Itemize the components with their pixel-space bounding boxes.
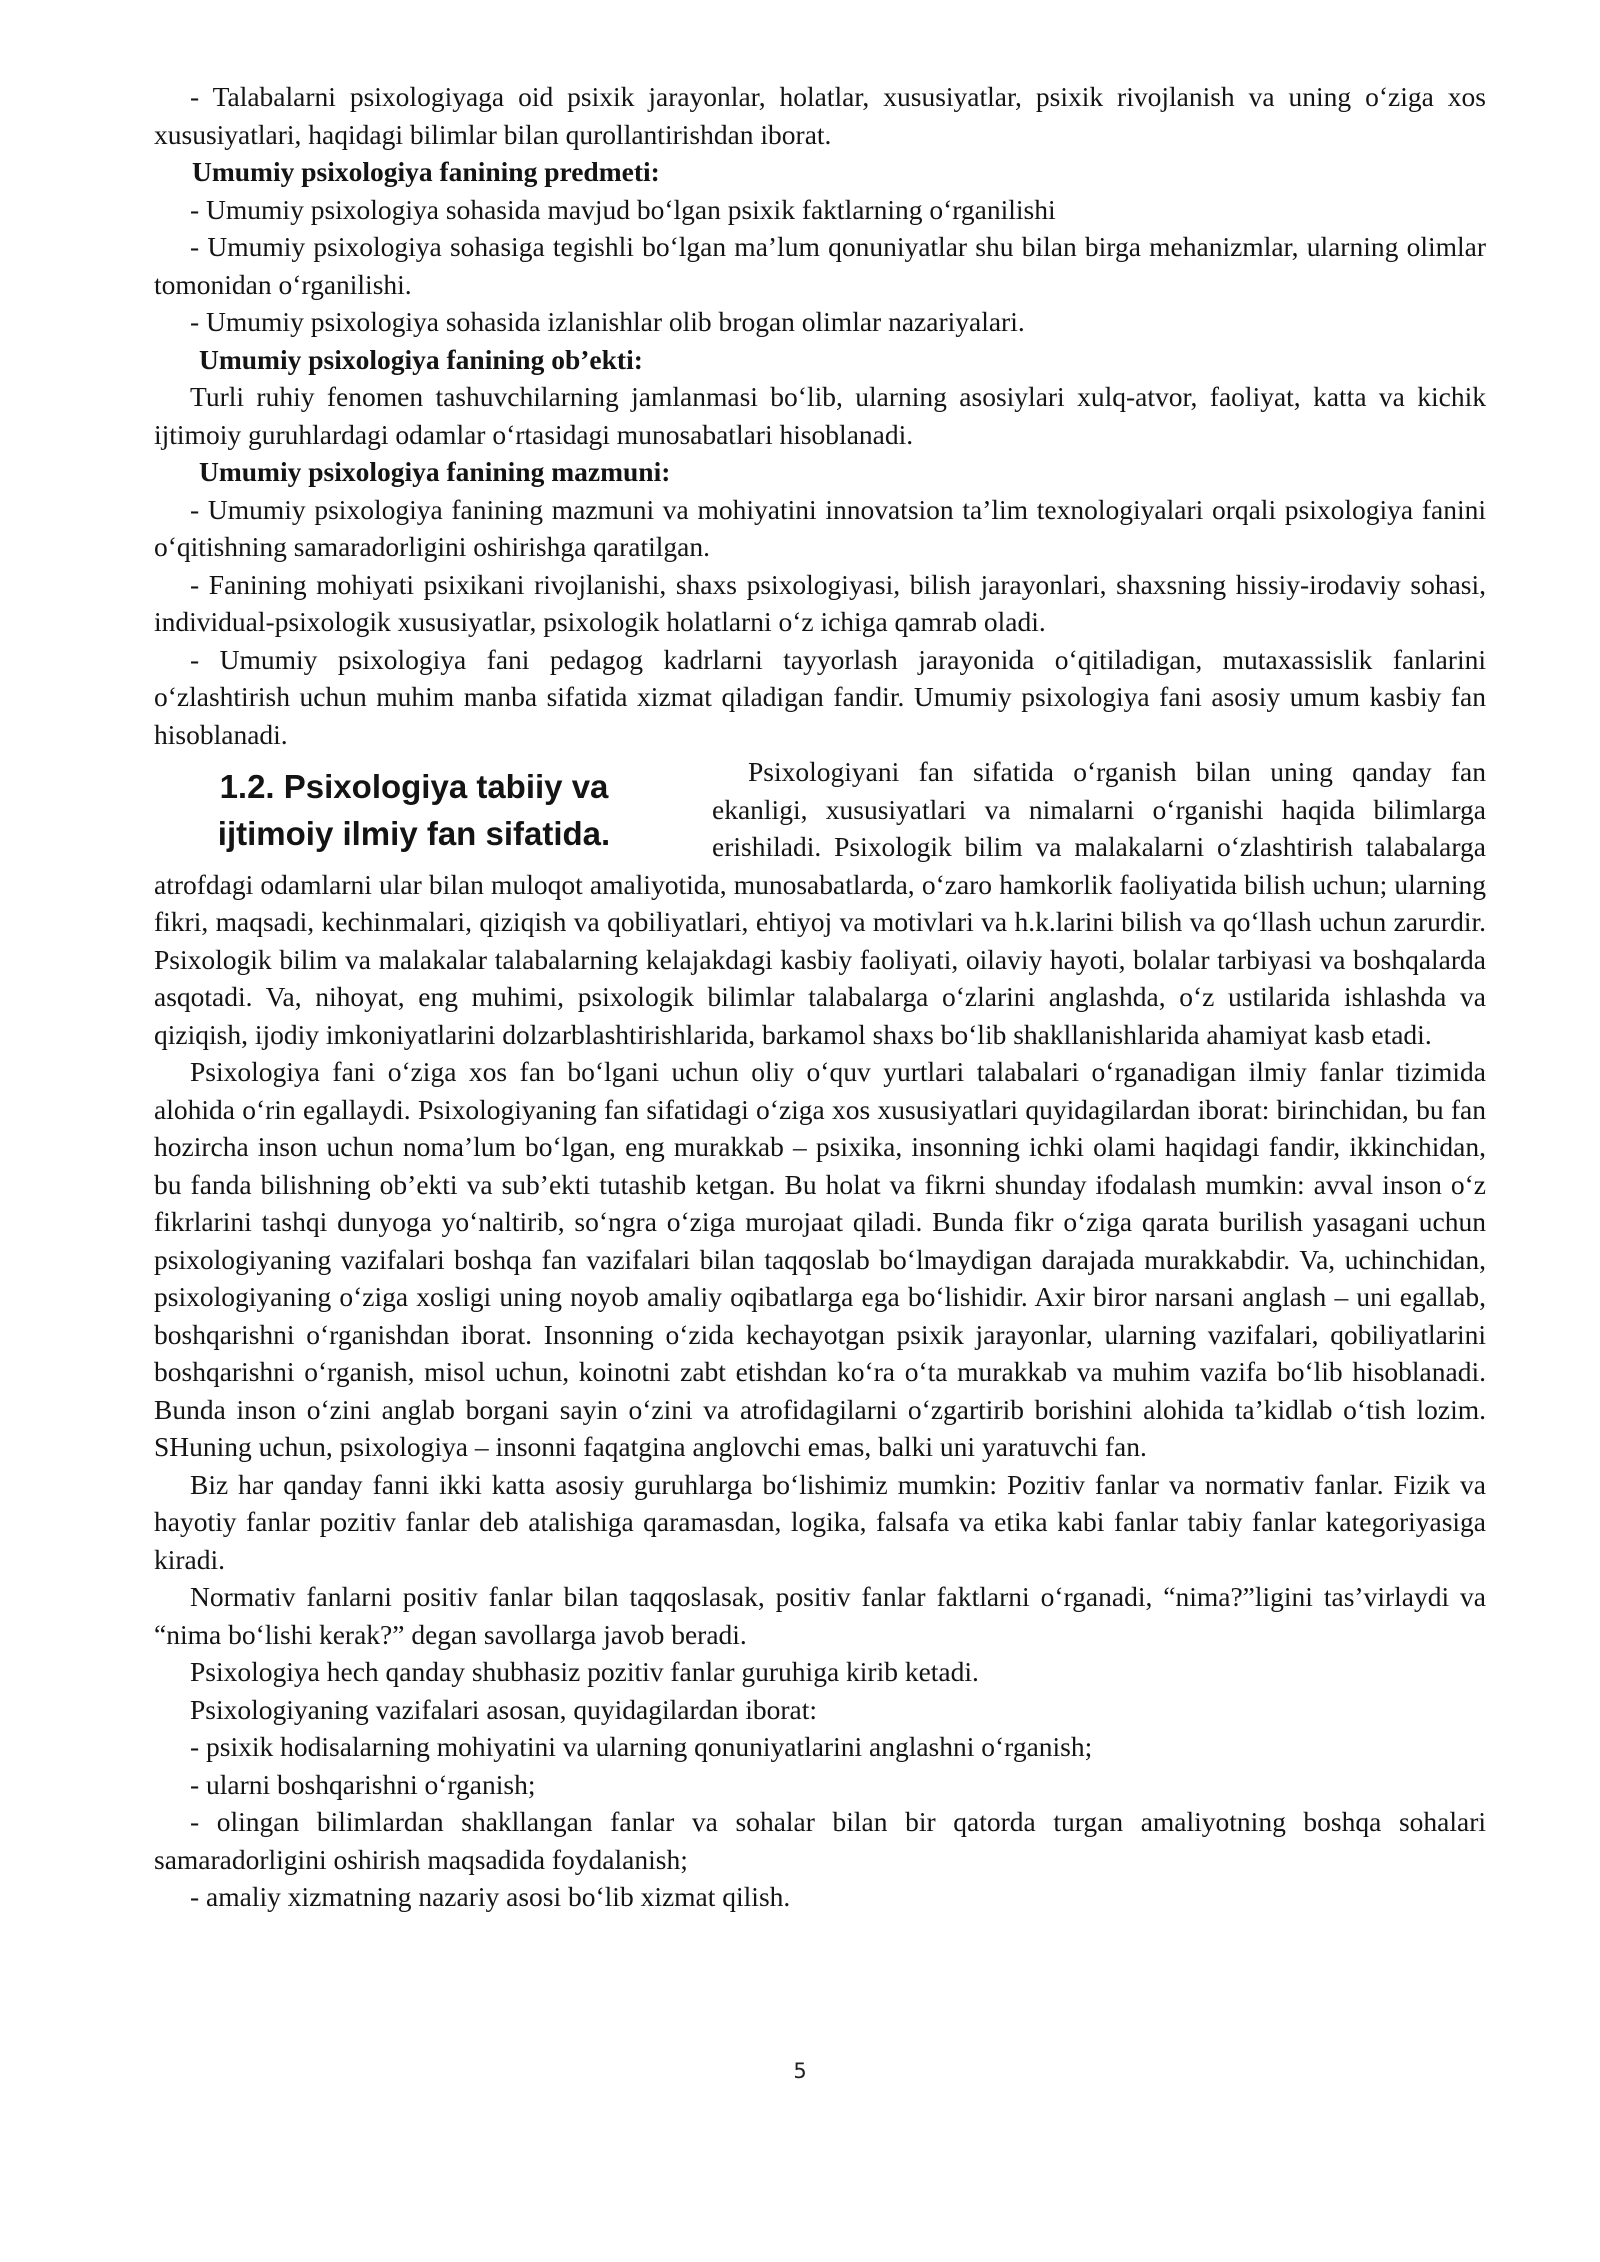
section-paragraph: Biz har qanday fanni ikki katta asosiy guruhlarga bo‘lishimiz mumkin: Pozitiv fanlar va normativ fanlar. Fizik va hayotiy fanlar pozitiv fanlar deb atalishiga qaramasdan, logika, falsafa va etika kabi fanlar tabiy fanlar kategoriyasiga kiradi. [154, 1468, 1486, 1575]
section-title-line: ijtimoiy ilmiy fan sifatida. [217, 815, 611, 852]
mazmuni-heading: Umumiy psixologiya fanining mazmuni: [199, 456, 671, 487]
mazmuni-item: - Umumiy psixologiya fani pedagog kadrlarni tayyorlash jarayonida o‘qitiladigan, mutaxassislik fanlarini o‘zlashtirish uchun muhim manba sifatida xizmat qiladigan fandir. Umumiy psixologiya fani asosiy umum kasbiy fan hisoblanadi. [154, 643, 1486, 750]
task-item: - psixik hodisalarning mohiyatini va ularning qonuniyatlarini anglashni o‘rganish; [190, 1731, 1093, 1762]
section-paragraph: Psixologiya fani o‘ziga xos fan bo‘lgani uchun oliy o‘quv yurtlari talabalari o‘rganadigan ilmiy fanlar tizimida alohida o‘rin egallaydi. Psixologiyaning fan sifatidagi o‘ziga xos xususiyatlari quyidagilardan iborat: birinchidan, bu fan hozircha inson uchun noma’lum bo‘lgan, eng murakkab – psixika, insonning ichki olami haqidagi fandir, ikkinchidan, bu fanda bilishning ob’ekti va sub’ekti tutashib ketgan. Bu holat va fikrni shunday ifodalash mumkin: avval inson o‘z fikrlarini tashqi dunyoga yo‘naltirib, so‘ngra o‘ziga murojaat qiladi. Bunda fikr o‘ziga qarata burilish yasagani uchun psixologiyaning vazifalari boshqa fan vazifalari bilan taqqoslab bo‘lmaydigan darajada murakkabdir. Va, uchinchidan, psixologiyaning o‘ziga xosligi uning noyob amaliy oqibatlarga ega bo‘lishidir. Axir biror narsani anglash – uni egallab, boshqarishni o‘rganishdan iborat. Insonning o‘zida kechayotgan psixik jarayonlar, ularning vazifalari, qobiliyatlarini boshqarishni o‘rganish, misol uchun, koinotni zabt etishdan ko‘ra o‘ta murakkab va muhim vazifa bo‘lib hisoblanadi. Bunda inson o‘zini anglab borgani sayin o‘zini va atrofidagilarni o‘zgartirib borishini alohida ta’kidlab o‘tish lozim. SHuning uchun, psixologiya – insonni faqatgina anglovchi emas, balki uni yaratuvchi fan. [154, 1056, 1486, 1462]
task-item: - olingan bilimlardan shakllangan fanlar va sohalar bilan bir qatorda turgan amaliyotning boshqa sohalari samaradorligini oshirish maqsadida foydalanish; [154, 1806, 1486, 1875]
page-number: 5 [793, 2059, 807, 2083]
section-paragraph: Psixologiyaning vazifalari asosan, quyidagilardan iborat: [190, 1693, 817, 1725]
predmeti-heading: Umumiy psixologiya fanining predmeti: [192, 156, 660, 187]
section-paragraph: Psixologiyani fan sifatida o‘rganish bilan uning qanday fan ekanligi, xususiyatlari va nimalarni o‘rganishi haqida bilimlarga erishiladi. Psixologik bilim va malakalarni o‘zlashtirish talabalarga atrofdagi odamlarni ular bilan muloqot amaliyotida, munosabatlarda, o‘zaro hamkorlik faoliyatida bilish uchun; ularning fikri, maqsadi, kechinmalari, qiziqish va qobiliyatlari, ehtiyoj va motivlari va h.k.larini bilish va qo‘llash uchun zarurdir. Psixologik bilim va malakalar talabalarning kelajakdagi kasbiy faoliyati, oilaviy hayoti, bolalar tarbiyasi va boshqalarda asqotadi. Va, nihoyat, eng muhimi, psixologik bilimlar talabalarga o‘zlarini anglashda, o‘z ustilarida ishlashda va qiziqish, ijodiy imkoniyatlarini dolzarblashtirishlarida, barkamol shaxs bo‘lib shakllanishlarida ahamiyat kasb etadi. [154, 756, 1486, 1050]
section-title-line: 1.2. Psixologiya tabiiy va [219, 768, 609, 805]
obekti-heading: Umumiy psixologiya fanining ob’ekti: [199, 343, 643, 375]
predmeti-item: - Umumiy psixologiya sohasida mavjud bo‘lgan psixik faktlarning o‘rganilishi [190, 193, 1056, 225]
section-paragraph: Normativ fanlarni positiv fanlar bilan taqqoslasak, positiv fanlar faktlarni o‘rganadi, “nima?”ligini tas’virlaydi va “nima bo‘lishi kerak?” degan savollarga javob beradi. [154, 1581, 1486, 1650]
task-item: - amaliy xizmatning nazariy asosi bo‘lib xizmat qilish. [190, 1881, 791, 1912]
section-paragraph: Psixologiya hech qanday shubhasiz pozitiv fanlar guruhiga kirib ketadi. [190, 1656, 979, 1687]
mazmuni-item: - Fanining mohiyati psixikani rivojlanishi, shaxs psixologiyasi, bilish jarayonlari, shaxsning hissiy-irodaviy sohasi, individual-psixologik xususiyatlar, psixologik holatlarni o‘z ichiga qamrab oladi. [154, 568, 1486, 637]
intro-paragraph: - Talabalarni psixologiyaga oid psixik jarayonlar, holatlar, xususiyatlar, psixik rivojlanish va uning o‘ziga xos xususiyatlari, haqidagi bilimlar bilan qurollantirishdan iborat. [154, 81, 1486, 150]
section-title [154, 763, 674, 857]
document-page [154, 78, 1486, 1916]
obekti-text: Turli ruhiy fenomen tashuvchilarning jamlanmasi bo‘lib, ularning asosiylari xulq-atvor, faoliyat, katta va kichik ijtimoiy guruhlardagi odamlar o‘rtasidagi munosabatlari hisoblanadi. [154, 381, 1486, 450]
predmeti-item: - Umumiy psixologiya sohasida izlanishlar olib brogan olimlar nazariyalari. [190, 306, 1025, 337]
predmeti-item: - Umumiy psixologiya sohasiga tegishli bo‘lgan ma’lum qonuniyatlar shu bilan birga mehanizmlar, ularning olimlar tomonidan o‘rganilishi. [154, 231, 1486, 300]
mazmuni-item: - Umumiy psixologiya fanining mazmuni va mohiyatini innovatsion ta’lim texnologiyalari orqali psixologiya fanini o‘qitishning samaradorligini oshirishga qaratilgan. [154, 493, 1486, 562]
task-item: - ularni boshqarishni o‘rganish; [190, 1768, 536, 1800]
